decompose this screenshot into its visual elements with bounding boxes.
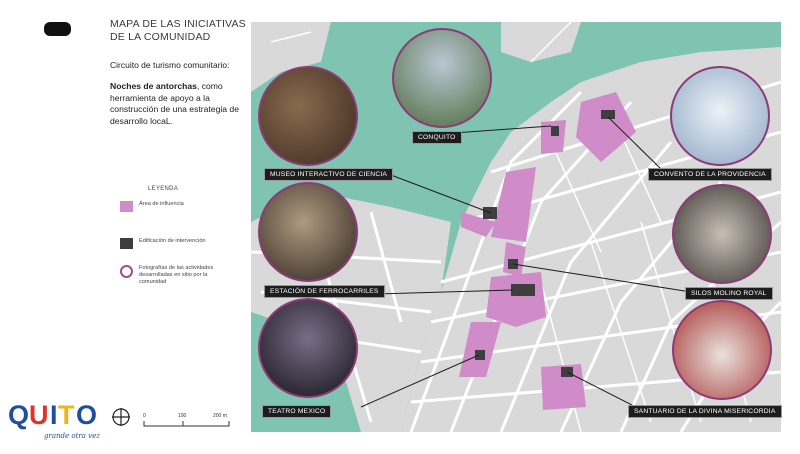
description <box>110 81 248 127</box>
page-title <box>110 18 250 44</box>
photo-conquito <box>392 28 492 128</box>
building-conquito <box>551 126 559 136</box>
title-line-2: DE LA COMUNIDAD <box>110 31 211 43</box>
photo-silos <box>672 184 772 284</box>
legend-label: Fotografías de las actividades desarrolladas en sitio por la comunidad <box>139 265 214 285</box>
logo-t: T <box>58 400 75 430</box>
logo-tagline: grande otra vez <box>44 432 100 440</box>
logo-q: Q <box>8 400 30 430</box>
label-santuario: SANTUARIO DE LA DIVINA MISERICORDIA <box>628 405 782 418</box>
scale-tick-0: 0 <box>143 413 146 419</box>
label-silos: SILOS MOLINO ROYAL <box>685 287 773 300</box>
scale-tick-100: 100 <box>178 413 187 419</box>
building-teatro <box>475 350 485 360</box>
subtitle: Circuito de turismo comunitario: <box>110 60 230 70</box>
influence-conquito <box>541 120 566 154</box>
legend-label: Edificación de intervención <box>139 238 206 244</box>
logo-u: U <box>29 400 49 430</box>
photo-santuario <box>672 300 772 400</box>
legend-item-photos <box>120 265 240 286</box>
north-arrow-icon <box>111 407 131 427</box>
quito-logo <box>6 394 106 446</box>
influence-estacion <box>486 272 546 327</box>
scale-tick-200: 200 m <box>213 413 227 419</box>
label-teatro: TEATRO MEXICO <box>262 405 331 418</box>
photo-teatro <box>258 298 358 398</box>
photo-ring-swatch <box>120 265 133 278</box>
label-conquito: CONQUITO <box>412 131 462 144</box>
description-text: , como herramienta de apoyo a la construcción de una estrategia de desarrollo locaL. <box>110 81 239 126</box>
building-estacion <box>511 284 535 296</box>
hidden-badge <box>44 22 71 36</box>
title-line-1: MAPA DE LAS INICIATIVAS <box>110 18 246 30</box>
photo-convento <box>670 66 770 166</box>
legend-title: LEYENDA <box>148 186 179 192</box>
legend-item-building <box>120 238 206 249</box>
building-swatch <box>120 238 133 249</box>
label-convento: CONVENTO DE LA PROVIDENCIA <box>648 168 772 181</box>
label-estacion: ESTACIÓN DE FERROCARRILES <box>264 285 385 298</box>
logo-i: I <box>50 400 58 430</box>
label-museo: MUSEO INTERACTIVO DE CIENCIA <box>264 168 393 181</box>
photo-estacion <box>258 182 358 282</box>
legend-label: Área de influencia <box>139 201 184 207</box>
logo-o: O <box>76 400 98 430</box>
description-bold: Noches de antorchas <box>110 81 197 91</box>
scale-bar <box>143 410 233 432</box>
photo-museo <box>258 66 358 166</box>
legend-item-influence <box>120 201 184 212</box>
influence-swatch <box>120 201 133 212</box>
